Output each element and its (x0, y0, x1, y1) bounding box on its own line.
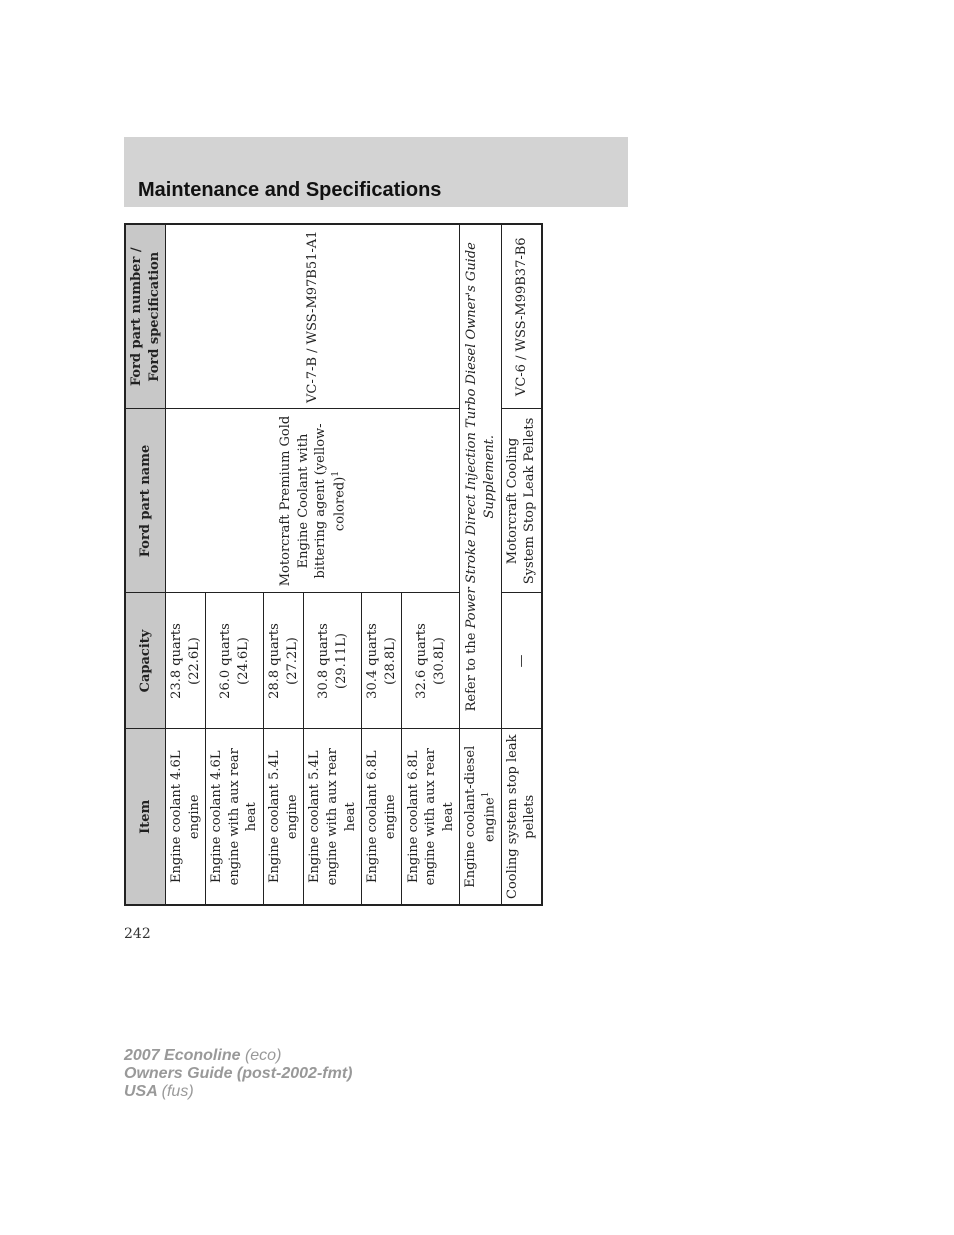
cell-item: Engine coolant 5.4L engine with aux rear heat (304, 729, 362, 905)
cell-item: Cooling system stop leak pellets (501, 729, 542, 905)
specification-table-container (124, 225, 538, 906)
cell-item: Engine coolant 4.6L engine (166, 729, 206, 905)
document-footer (124, 1047, 352, 1101)
cell-part-name: Motorcraft Cooling System Stop Leak Pellets (501, 409, 542, 593)
cell-capacity: 26.0 quarts (24.6L) (206, 593, 264, 729)
coolant-spec-table (124, 223, 543, 906)
footer-model-code: (eco) (244, 1047, 282, 1064)
column-header-item: Item (125, 729, 166, 905)
cell-capacity: 28.8 quarts (27.2L) (264, 593, 304, 729)
rotated-table (124, 225, 538, 906)
cell-capacity: 30.8 quarts (29.11L) (304, 593, 362, 729)
cell-item: Engine coolant 5.4L engine (264, 729, 304, 905)
diesel-note-guide-title: Power Stroke Direct Injection Turbo Diesel Owner's Guide Supplement. (464, 242, 497, 629)
section-title: Maintenance and Specifications (138, 179, 442, 201)
table-row-diesel (460, 224, 501, 905)
cell-item (460, 729, 501, 905)
cell-capacity: — (501, 593, 542, 729)
footer-guide: Owners Guide (post-2002-fmt) (124, 1065, 353, 1082)
cell-capacity: 32.6 quarts (30.8L) (402, 593, 460, 729)
column-header-part-name: Ford part name (125, 409, 166, 593)
table-row (166, 224, 206, 905)
cell-item: Engine coolant 6.8L engine (362, 729, 402, 905)
footer-line-3 (124, 1083, 352, 1101)
diesel-note-prefix: Refer to the (464, 632, 480, 712)
cell-diesel-note (460, 224, 501, 729)
cell-capacity: 23.8 quarts (22.6L) (166, 593, 206, 729)
footer-line-2 (124, 1065, 352, 1083)
cell-item: Engine coolant 6.8L engine with aux rear heat (402, 729, 460, 905)
table-header-row (125, 224, 166, 905)
cell-coolant-part-number: VC-7-B / WSS-M97B51-A1 (166, 224, 460, 409)
footnote-marker: 1 (330, 470, 341, 477)
column-header-part-number: Ford part number / Ford specification (125, 224, 166, 409)
footer-market-code: (fus) (161, 1083, 194, 1100)
cell-coolant-part-name (166, 409, 460, 593)
footer-line-1 (124, 1047, 352, 1065)
footer-model: 2007 Econoline (124, 1047, 241, 1064)
cell-item: Engine coolant 4.6L engine with aux rear heat (206, 729, 264, 905)
section-header-band (124, 137, 628, 207)
footer-market: USA (124, 1083, 158, 1100)
footnote-marker: 1 (480, 791, 491, 798)
cell-capacity: 30.4 quarts (28.8L) (362, 593, 402, 729)
coolant-part-name-text: Motorcraft Premium Gold Engine Coolant with bittering agent (yellow-colored) (277, 415, 347, 587)
page-number: 242 (124, 926, 151, 942)
diesel-item-text: Engine coolant-diesel engine (463, 745, 498, 888)
cell-part-number: VC-6 / WSS-M99B37-B6 (501, 224, 542, 409)
table-row-pellets (501, 224, 542, 905)
column-header-capacity: Capacity (125, 593, 166, 729)
